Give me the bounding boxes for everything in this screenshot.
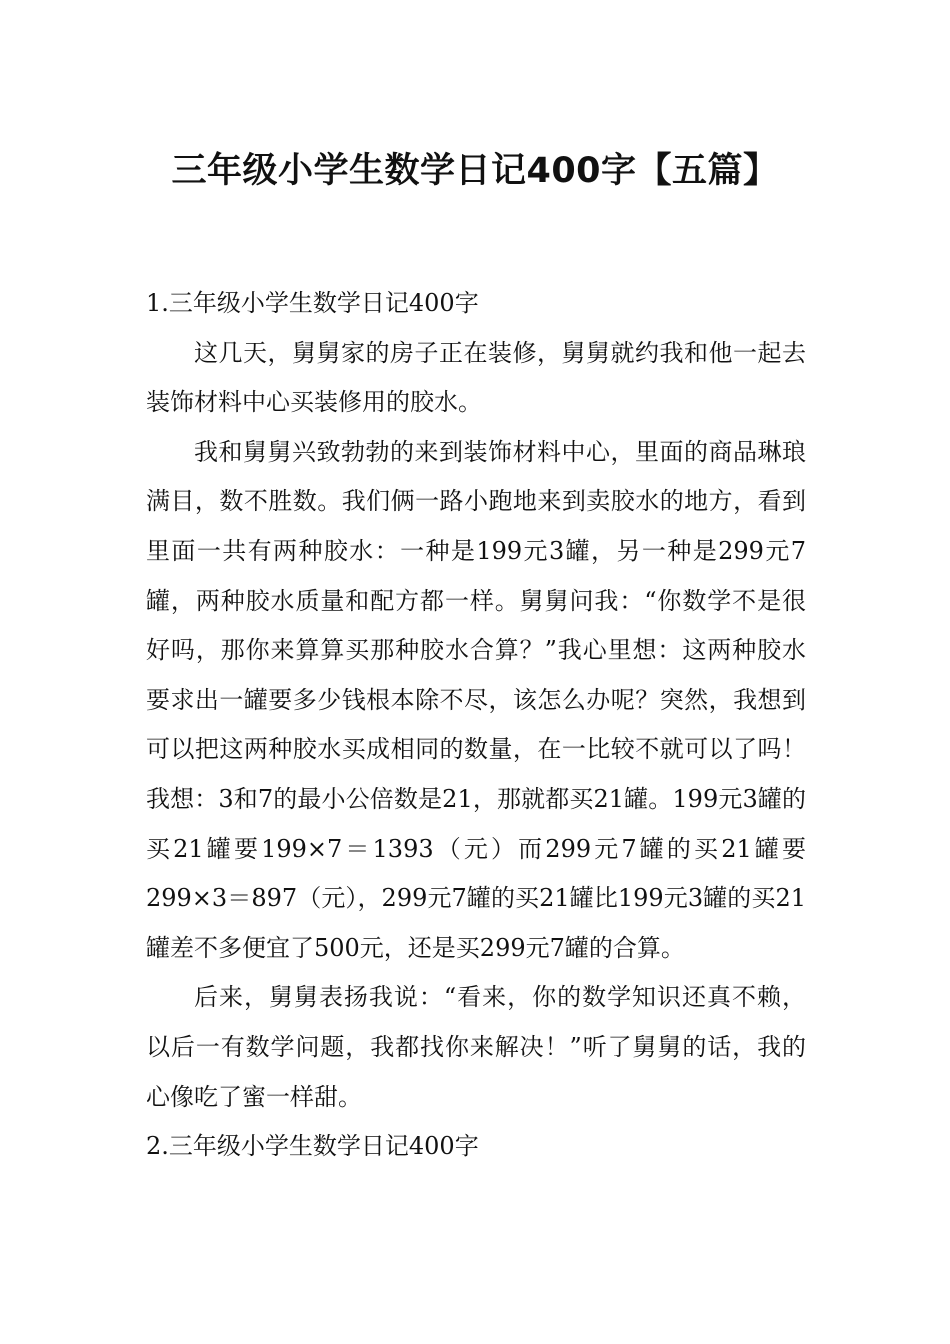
document-body [146, 279, 806, 1172]
paragraph: 这几天，舅舅家的房子正在装修，舅舅就约我和他一起去装饰材料中心买装修用的胶水。 [146, 338, 806, 417]
section-heading-2: 2.三年级小学生数学日记400字 [146, 1132, 479, 1161]
paragraph: 我和舅舅兴致勃勃的来到装饰材料中心，里面的商品琳琅满目，数不胜数。我们俩一路小跑地来到卖胶水的地方，看到里面一共有两种胶水：一种是199元3罐，另一种是299元7罐，两种胶水质量和配方都一样。舅舅问我：“你数学不是很好吗，那你来算算买那种胶水合算？”我心里想：这两种胶水要求出一罐要多少钱根本除不尽，该怎么办呢？突然，我想到可以把这两种胶水买成相同的数量，在一比较不就可以了吗！我想：3和7的最小公倍数是21，那就都买21罐。199元3罐的买21罐要199×7＝1393（元）而299元7罐的买21罐要299×3＝897（元），299元7罐的买21罐比199元3罐的买21罐差不多便宜了500元，还是买299元7罐的合算。 [146, 437, 806, 962]
document-title: 三年级小学生数学日记400字【五篇】 [171, 151, 779, 192]
paragraph: 后来，舅舅表扬我说：“看来，你的数学知识还真不赖，以后一有数学问题，我都找你来解决！”听了舅舅的话，我的心像吃了蜜一样甜。 [146, 983, 806, 1111]
section-heading-1: 1.三年级小学生数学日记400字 [146, 289, 479, 317]
